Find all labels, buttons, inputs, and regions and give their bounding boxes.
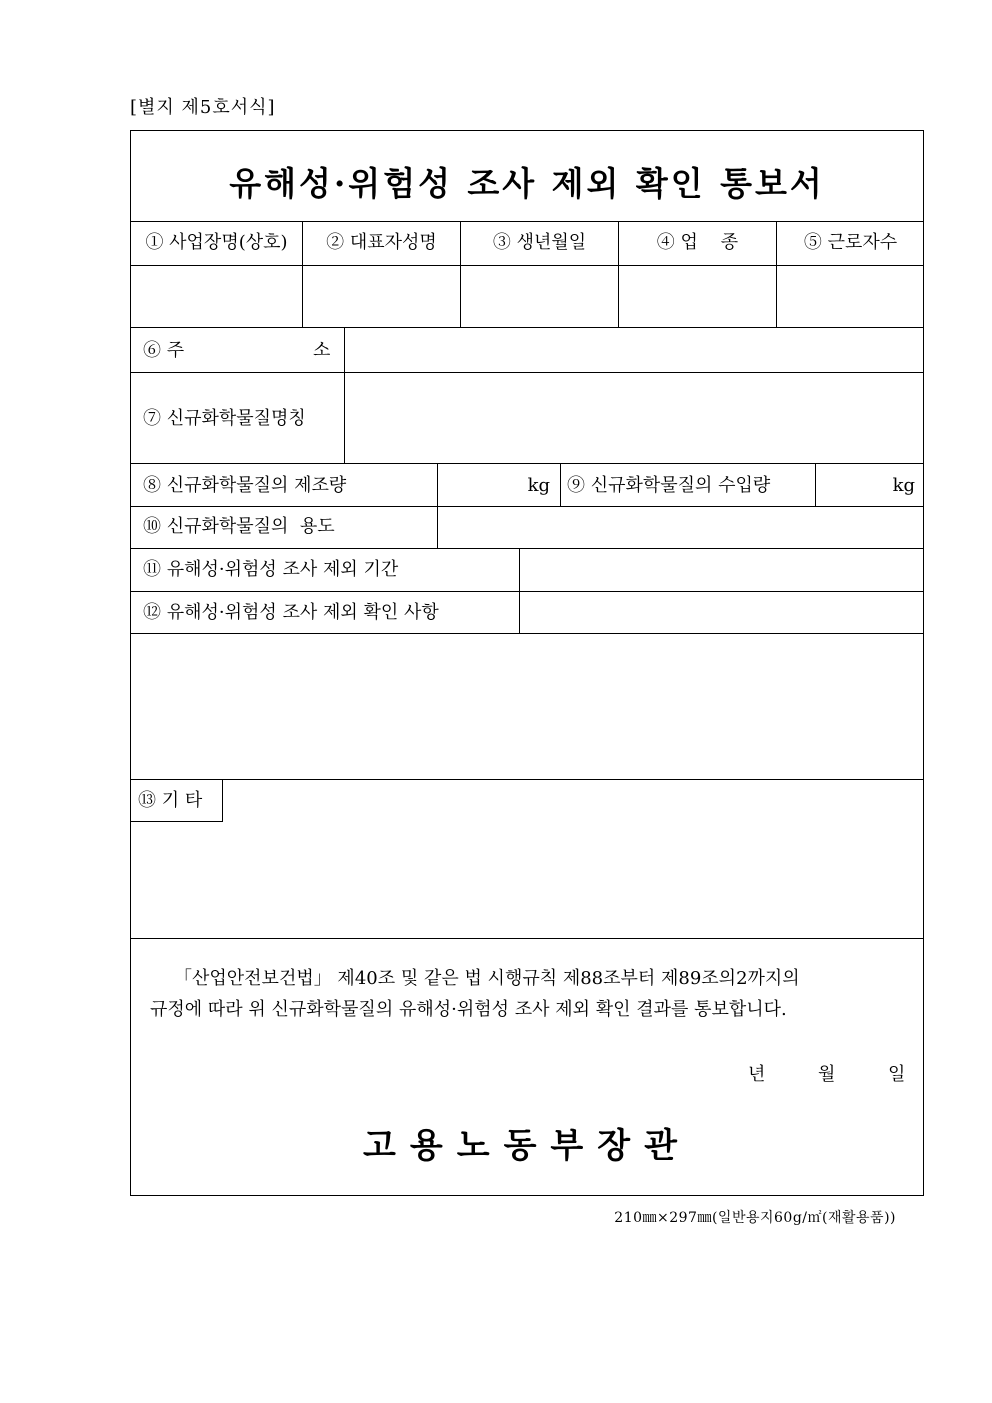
- import-unit: kg: [892, 475, 915, 496]
- representative-field[interactable]: [303, 266, 460, 327]
- chemical-name-label: ⑦ 신규화학물질명칭: [143, 408, 306, 429]
- representative-label: ② 대표자성명: [326, 232, 437, 253]
- exemption-items-label: ⑫ 유해성·위험성 조사 제외 확인 사항: [143, 602, 439, 623]
- issuing-authority: 고용노동부장관: [363, 1126, 691, 1166]
- address-label: ⑥ 주: [143, 340, 185, 361]
- etc-label: ⑬ 기 타: [138, 790, 203, 811]
- industry-label: ④ 업 종: [656, 232, 739, 253]
- manufacture-amount-label: ⑧ 신규화학물질의 제조량: [143, 475, 347, 496]
- divider: [131, 938, 924, 939]
- usage-field[interactable]: [438, 507, 924, 548]
- business-name-label: ① 사업장명(상호): [145, 232, 288, 253]
- business-name-field[interactable]: [131, 266, 302, 327]
- paper-spec: 210㎜×297㎜(일반용지60g/㎡(재활용품)): [614, 1210, 896, 1226]
- date-year: 년: [748, 1064, 766, 1085]
- birth-date-label: ③ 생년월일: [492, 232, 587, 253]
- industry-field[interactable]: [619, 266, 776, 327]
- workers-field[interactable]: [777, 266, 924, 327]
- address-field[interactable]: [345, 328, 924, 372]
- date-month: 월: [818, 1064, 836, 1085]
- address-label-end: 소: [313, 340, 331, 361]
- form-title: 유해성·위험성 조사 제외 확인 통보서: [229, 164, 825, 203]
- date-day: 일: [888, 1064, 906, 1085]
- exemption-items-field[interactable]: [520, 592, 924, 633]
- manufacture-unit: kg: [527, 475, 550, 496]
- notice-line-2: 규정에 따라 위 신규화학물질의 유해성·위험성 조사 제외 확인 결과를 통보합니다.: [150, 999, 787, 1020]
- exemption-period-label: ⑪ 유해성·위험성 조사 제외 기간: [143, 559, 399, 580]
- etc-field[interactable]: [224, 780, 924, 938]
- workers-label: ⑤ 근로자수: [803, 232, 898, 253]
- divider: [131, 463, 924, 464]
- usage-label: ⑩ 신규화학물질의 용도: [143, 516, 335, 537]
- exemption-items-content[interactable]: [131, 634, 924, 779]
- chemical-name-field[interactable]: [345, 373, 924, 463]
- divider: [560, 463, 561, 506]
- exemption-period-field[interactable]: [520, 549, 924, 591]
- divider: [131, 221, 924, 222]
- notice-line-1: 「산업안전보건법」 제40조 및 같은 법 시행규칙 제88조부터 제89조의2까지의: [174, 968, 800, 989]
- import-amount-label: ⑨ 신규화학물질의 수입량: [567, 475, 771, 496]
- form-number-label: [별지 제5호서식]: [130, 97, 276, 118]
- birth-date-field[interactable]: [461, 266, 618, 327]
